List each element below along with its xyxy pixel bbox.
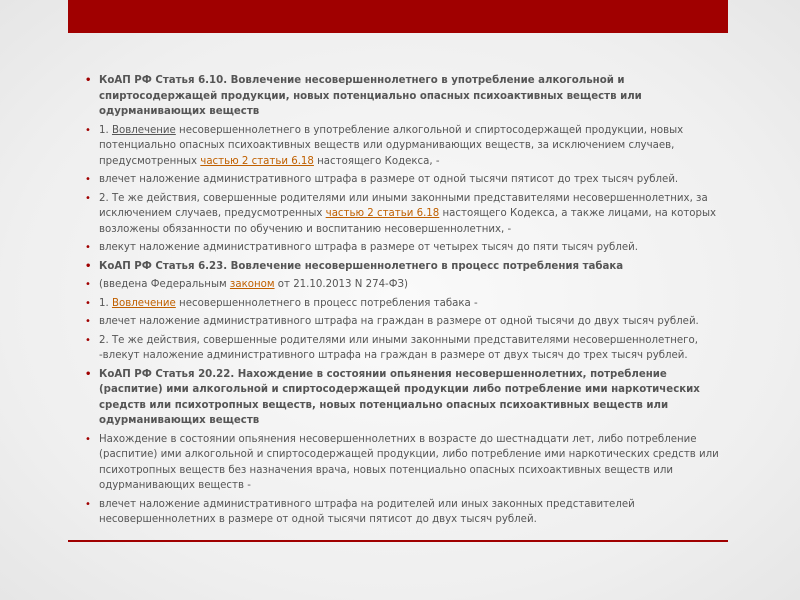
link-law[interactable]: законом bbox=[229, 279, 275, 290]
link-vovlechenie[interactable]: Вовлечение bbox=[111, 124, 176, 136]
article-6-10-penalty-1: • влечет наложение административного штрафа в размере от одной тысячи пятисот до трех тысяч рублей. bbox=[85, 172, 725, 188]
bullet-icon: • bbox=[85, 260, 92, 272]
article-20-22-penalty: • влечет наложение административного штрафа на родителей или иных законных представителей несовершеннолетних в размере от одной тысячи пятисот до двух тысяч рублей. bbox=[85, 498, 635, 525]
bullet-icon: • bbox=[85, 316, 91, 327]
bullet-icon: • bbox=[85, 433, 91, 445]
bullet-icon: • bbox=[85, 279, 91, 290]
article-6-23-penalty-1: • влечет наложение административного штрафа на граждан в размере от одной тысячи до двух тысяч рублей. bbox=[85, 314, 725, 330]
bullet-icon: • bbox=[85, 498, 91, 510]
article-6-10-penalty-2: • влекут наложение административного штрафа в размере от четырех тысяч до пяти тысяч рублей. bbox=[85, 240, 725, 256]
bullet-icon: • bbox=[85, 297, 91, 309]
article-6-10-part-1: • 1. Вовлечение несовершеннолетнего в употребление алкогольной и спиртосодержащей продукции, новых потенциально опасных психоактивных веществ или одурманивающих веществ, за исключением случаев, предусмотренных частью 2 статьи 6.18 настоящего Кодекса, - bbox=[85, 124, 684, 167]
bullet-icon: • bbox=[85, 334, 91, 346]
slide-content bbox=[85, 73, 725, 531]
bullet-icon: • bbox=[85, 75, 92, 86]
footer-divider bbox=[68, 540, 728, 542]
bullet-icon: • bbox=[85, 368, 92, 380]
bullet-icon: • bbox=[85, 192, 91, 204]
link-part-2-article-6-18[interactable]: частью 2 статьи 6.18 bbox=[325, 208, 440, 219]
article-6-23-note: • (введена Федеральным законом от 21.10.2013 N 274-ФЗ) bbox=[85, 277, 725, 293]
bullet-icon: • bbox=[85, 174, 91, 185]
article-20-22-heading: • КоАП РФ Статья 20.22. Нахождение в состоянии опьянения несовершеннолетних, потребление (распитие) ими алкогольной и спиртосодержащей продукции либо потребление ими наркотических средств или психотропных веществ, новых потенциально опасных психоактивных веществ или одурманивающих веществ bbox=[85, 368, 700, 426]
link-part-2-article-6-18[interactable]: частью 2 статьи 6.18 bbox=[200, 155, 314, 167]
article-6-23-part-2: • 2. Те же действия, совершенные родителями или иными законными представителями несовершеннолетнего, -влекут наложение административного штрафа на граждан в размере от двух тысяч до трех тысяч рублей. bbox=[85, 334, 699, 361]
header-bar bbox=[68, 0, 728, 33]
article-6-23-heading: • КоАП РФ Статья 6.23. Вовлечение несовершеннолетнего в процесс потребления табака bbox=[85, 259, 725, 275]
link-vovlechenie[interactable]: Вовлечение bbox=[111, 297, 176, 309]
bullet-icon: • bbox=[85, 242, 91, 253]
article-20-22-body: • Нахождение в состоянии опьянения несовершеннолетних в возрасте до шестнадцати лет, либо потребление (распитие) ими алкогольной и спиртосодержащей продукции, либо потребление ими наркотических средств или психотропных веществ без назначения врача, новых потенциально опасных психоактивных веществ или одурманивающих веществ - bbox=[85, 433, 719, 491]
bullet-icon: • bbox=[85, 124, 91, 136]
article-6-10-heading: • КоАП РФ Статья 6.10. Вовлечение несовершеннолетнего в употребление алкогольной и спиртосодержащей продукции, новых потенциально опасных психоактивных веществ или одурманивающих веществ bbox=[85, 75, 642, 117]
article-6-10-part-2: • 2. Те же действия, совершенные родителями или иными законными представителями несовершеннолетних, за исключением случаев, предусмотренных частью 2 статьи 6.18 настоящего Кодекса, а также лицами, на которых возложены обязанности по обучению и воспитанию несовершеннолетних, - bbox=[85, 192, 717, 235]
article-6-23-part-1: • 1. Вовлечение несовершеннолетнего в процесс потребления табака - bbox=[85, 296, 725, 312]
